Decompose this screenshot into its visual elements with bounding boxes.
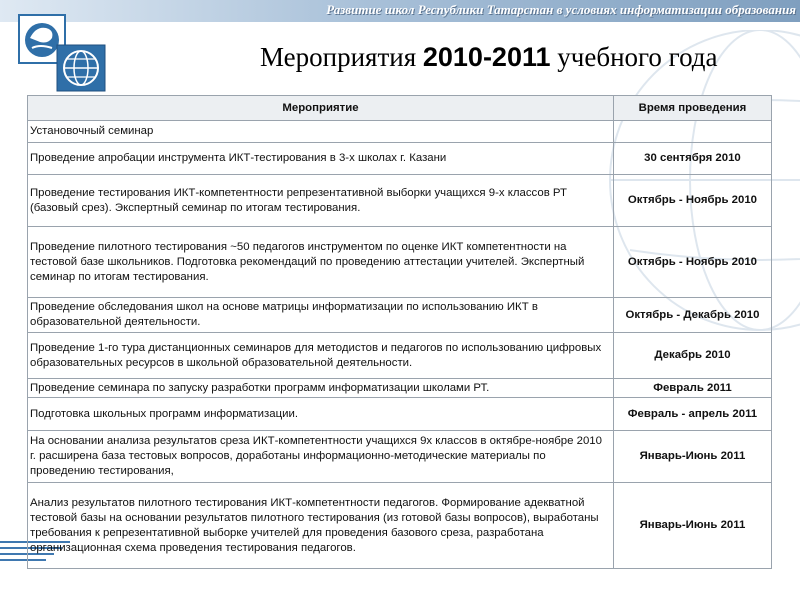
- time-cell: Февраль 2011: [613, 379, 771, 398]
- events-table: [27, 95, 772, 569]
- event-cell: Проведение пилотного тестирования ~50 педагогов инструментом по оценке ИКТ компетентности на тестовой базе школьников. Подготовка рекомендаций по проведению аттестации учителей. Экспертный семинар по итогам тестирования.: [28, 227, 614, 298]
- table-row: [28, 121, 772, 143]
- event-cell: Установочный семинар: [28, 121, 614, 143]
- column-header-time: Время проведения: [613, 96, 771, 121]
- time-cell: Октябрь - Ноябрь 2010: [613, 175, 771, 227]
- title-prefix: Мероприятия: [260, 42, 417, 72]
- time-cell: Январь-Июнь 2011: [613, 431, 771, 483]
- time-cell: Октябрь - Декабрь 2010: [613, 298, 771, 333]
- event-cell: Проведение семинара по запуску разработки программ информатизации школами РТ.: [28, 379, 614, 398]
- page-title: [260, 42, 718, 73]
- time-cell: Декабрь 2010: [613, 333, 771, 379]
- globe-logo-icon: [56, 44, 106, 92]
- time-cell: Февраль - апрель 2011: [613, 398, 771, 431]
- event-cell: Анализ результатов пилотного тестирования ИКТ-компетентности педагогов. Формирование адекватной тестовой базы на основании результатов пилотного тестирования (из готовой базы вопросов), выработаны требования к репрезентативной выборке учителей для проведения базового среза, разработана организационная схема проведения тестирования педагогов.: [28, 483, 614, 569]
- time-cell: Январь-Июнь 2011: [613, 483, 771, 569]
- event-cell: Подготовка школьных программ информатизации.: [28, 398, 614, 431]
- event-cell: Проведение тестирования ИКТ-компетентности репрезентативной выборки учащихся 9-х классов РТ (базовый срез). Экспертный семинар по итогам тестирования.: [28, 175, 614, 227]
- table-row: [28, 379, 772, 398]
- event-cell: Проведение апробации инструмента ИКТ-тестирования в 3-х школах г. Казани: [28, 143, 614, 175]
- table-row: [28, 298, 772, 333]
- column-header-event: Мероприятие: [28, 96, 614, 121]
- table-row: [28, 431, 772, 483]
- table-header-row: [28, 96, 772, 121]
- time-cell: 30 сентября 2010: [613, 143, 771, 175]
- header-banner: [0, 0, 800, 22]
- time-cell: Октябрь - Ноябрь 2010: [613, 227, 771, 298]
- table-row: [28, 333, 772, 379]
- event-cell: Проведение обследования школ на основе матрицы информатизации по использованию ИКТ в образовательной деятельности.: [28, 298, 614, 333]
- table-row: [28, 483, 772, 569]
- table-row: [28, 398, 772, 431]
- table-row: [28, 143, 772, 175]
- title-suffix: учебного года: [557, 42, 718, 72]
- event-cell: На основании анализа результатов среза ИКТ-компетентности учащихся 9х классов в октябре-ноябре 2010 г. расширена база тестовых вопросов, доработаны информационно-методические материалы по проведению тестирования,: [28, 431, 614, 483]
- table-row: [28, 175, 772, 227]
- banner-text: Развитие школ Республики Татарстан в условиях информатизации образования: [326, 2, 796, 17]
- event-cell: Проведение 1-го тура дистанционных семинаров для методистов и педагогов по использованию цифровых образовательных ресурсов в школьной образовательной деятельности.: [28, 333, 614, 379]
- title-years: 2010-2011: [422, 42, 551, 72]
- time-cell: [613, 121, 771, 143]
- table-row: [28, 227, 772, 298]
